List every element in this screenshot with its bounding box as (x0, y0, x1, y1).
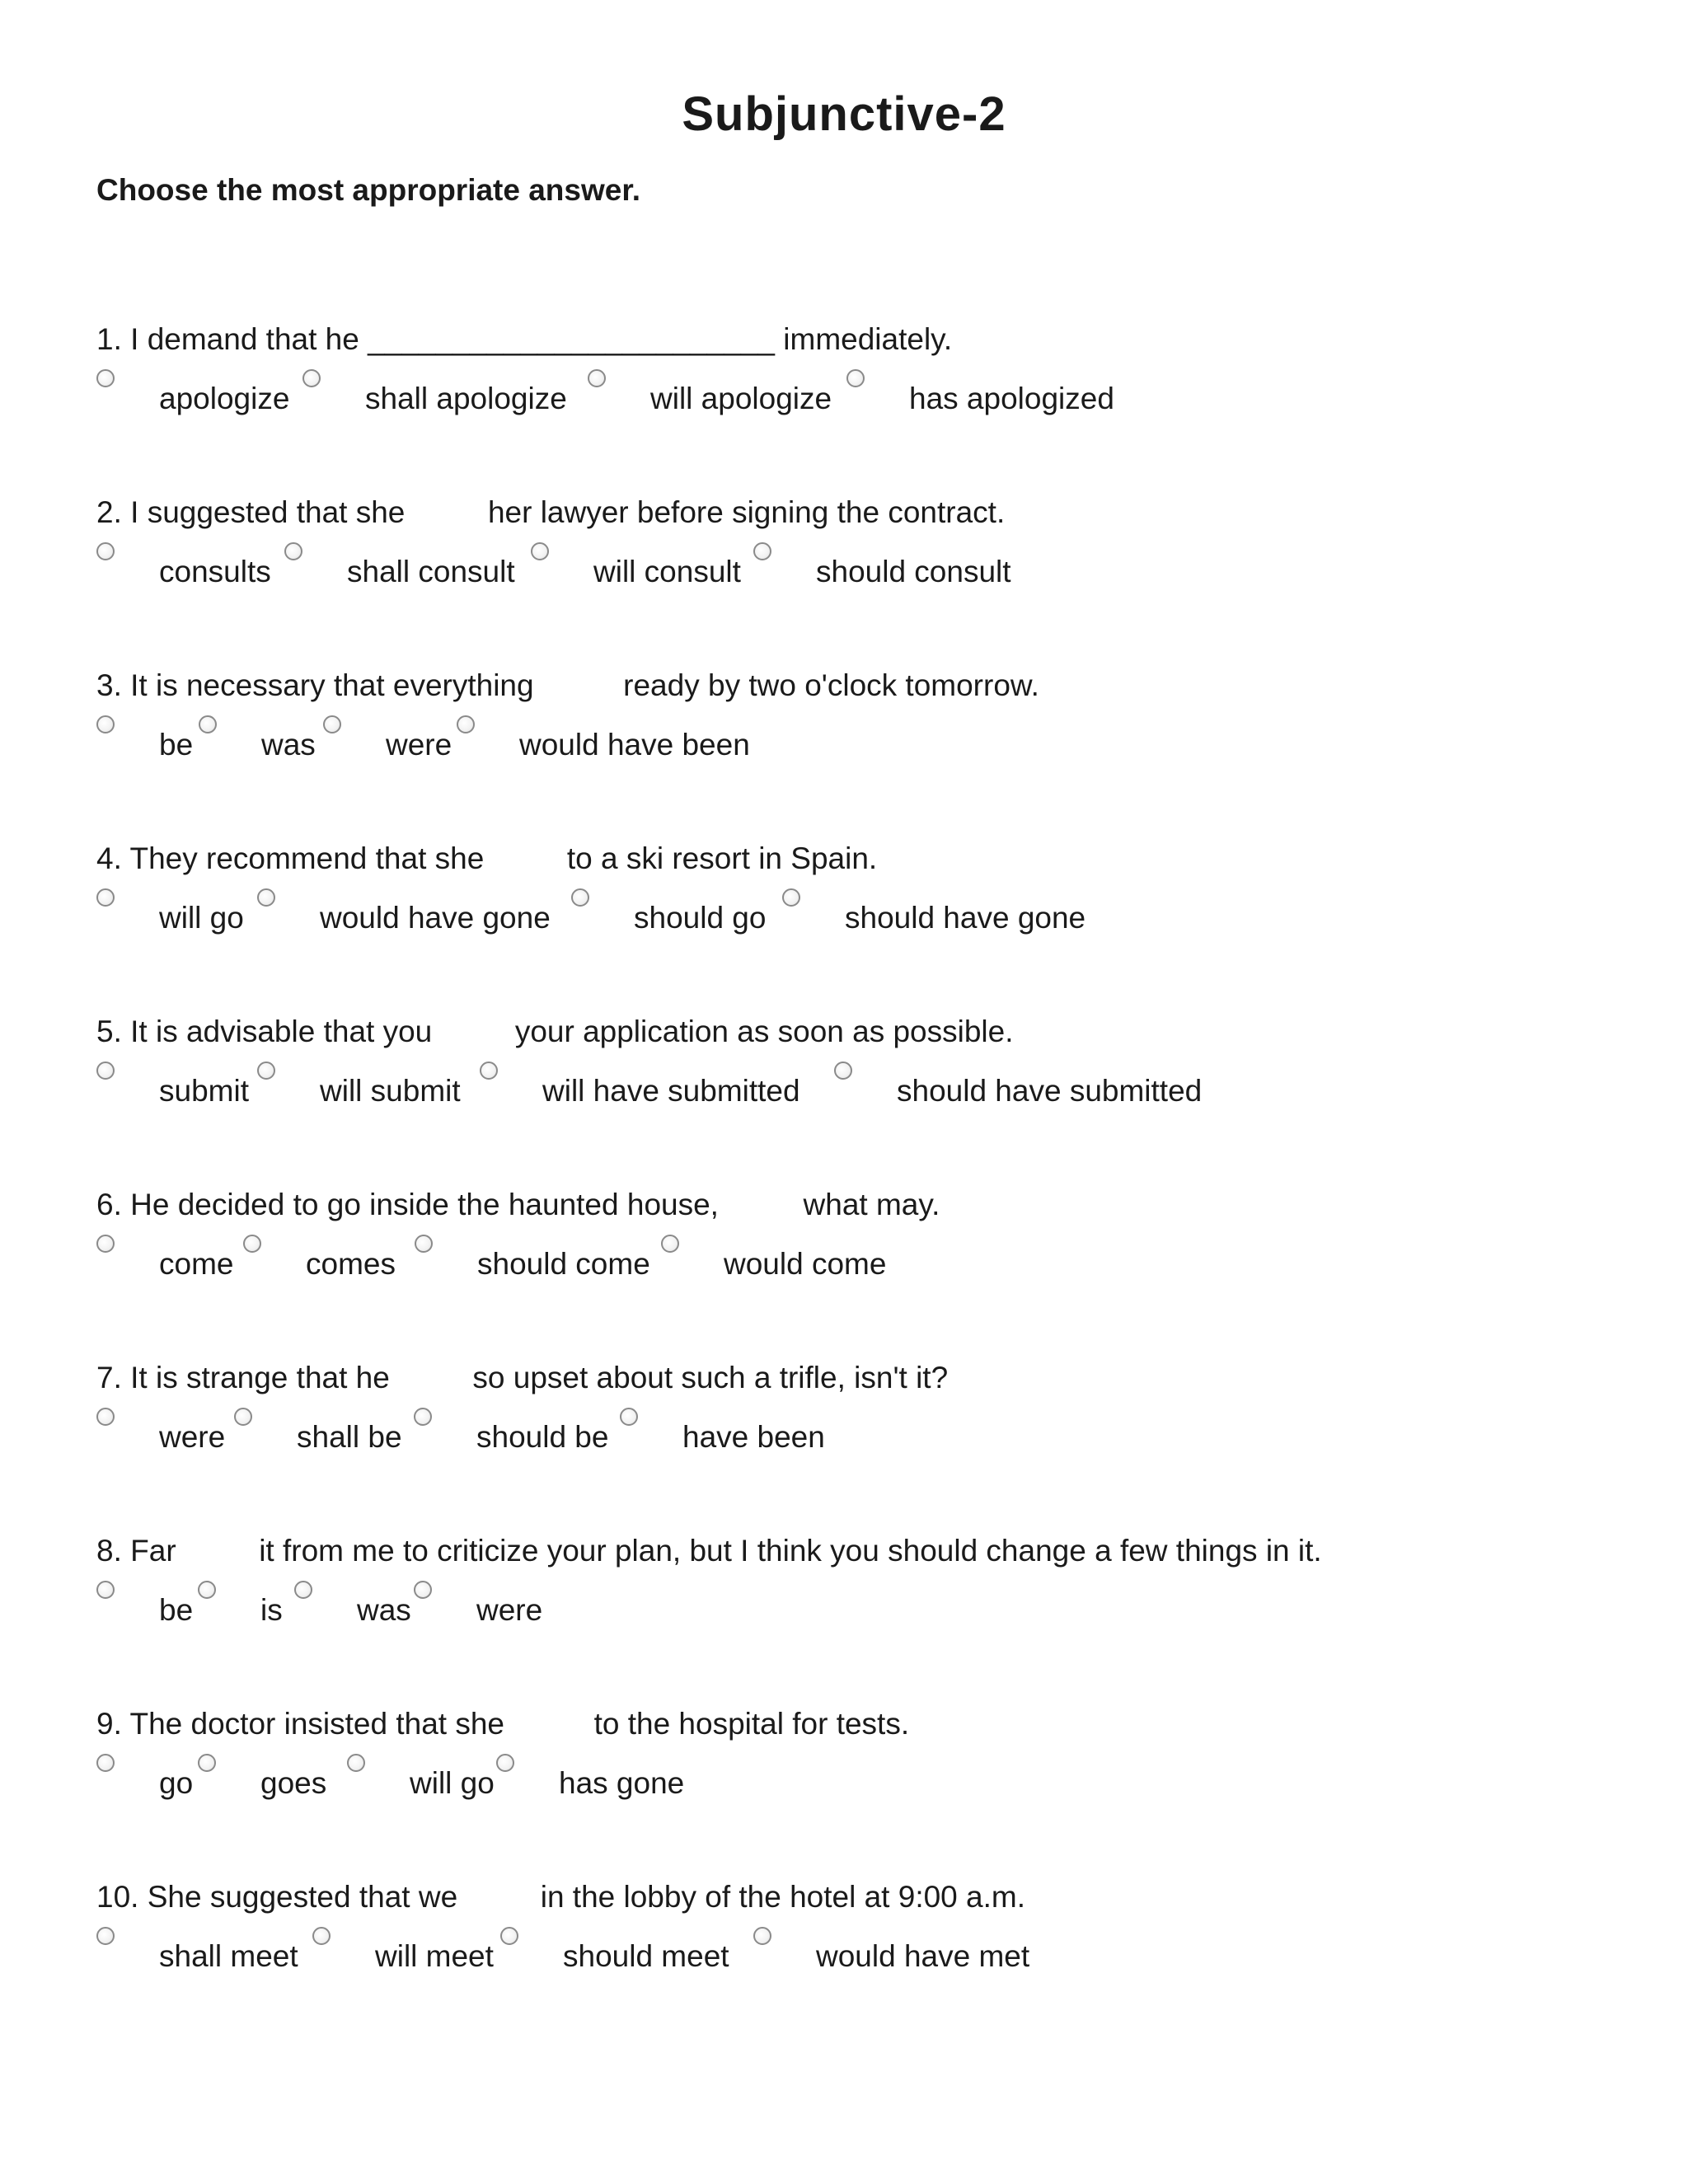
option-label: was (261, 728, 316, 762)
answer-options (96, 1050, 1646, 1116)
option-label: has gone (559, 1766, 685, 1800)
radio-button[interactable] (347, 1754, 365, 1772)
option-label: were (476, 1593, 543, 1627)
option-label: should meet (563, 1939, 729, 1973)
answer-options (96, 1569, 1646, 1635)
radio-button[interactable] (96, 1408, 115, 1426)
radio-button[interactable] (753, 1927, 771, 1945)
question-7 (96, 1360, 1646, 1462)
option-label: be (159, 1593, 194, 1627)
option-label: be (159, 728, 194, 762)
option-label: shall meet (159, 1939, 298, 1973)
question-text-after: ready by two o'clock tomorrow. (623, 668, 1039, 702)
option-label: will consult (593, 555, 741, 588)
question-text-before: 5. It is advisable that you (96, 1015, 433, 1048)
question-6 (96, 1187, 1646, 1289)
question-stem (96, 1014, 1646, 1050)
option-label: have been (682, 1420, 825, 1454)
option-label: shall apologize (365, 382, 567, 415)
question-1 (96, 321, 1646, 424)
option-label: will apologize (650, 382, 832, 415)
radio-button[interactable] (302, 369, 321, 387)
radio-button[interactable] (96, 715, 115, 733)
radio-button[interactable] (496, 1754, 514, 1772)
question-text-before: 6. He decided to go inside the haunted house, (96, 1188, 719, 1221)
radio-button[interactable] (284, 542, 302, 560)
question-text-after: to a ski resort in Spain. (566, 841, 878, 875)
radio-button[interactable] (661, 1235, 679, 1253)
question-stem (96, 1706, 1646, 1742)
radio-button[interactable] (415, 1235, 433, 1253)
option-label: goes (260, 1766, 327, 1800)
question-text-after: your application as soon as possible. (514, 1015, 1014, 1048)
option-label: would have gone (320, 901, 551, 935)
radio-button[interactable] (198, 1581, 216, 1599)
question-text-before: 1. I demand that he (96, 322, 359, 356)
option-label: submit (159, 1074, 249, 1108)
question-text-before: 3. It is necessary that everything (96, 668, 534, 702)
answer-options (96, 1915, 1646, 1981)
question-stem (96, 1187, 1646, 1223)
radio-button[interactable] (96, 1062, 115, 1080)
radio-button[interactable] (96, 369, 115, 387)
radio-button[interactable] (96, 1581, 115, 1599)
answer-blank: ________________________ (368, 322, 775, 356)
answer-options (96, 531, 1646, 597)
option-label: should have gone (845, 901, 1086, 935)
option-label: will have submitted (542, 1074, 800, 1108)
question-5 (96, 1014, 1646, 1116)
question-8 (96, 1533, 1646, 1635)
question-2 (96, 494, 1646, 597)
page-title: Subjunctive-2 (682, 87, 1006, 141)
radio-button[interactable] (414, 1581, 432, 1599)
option-label: will meet (375, 1939, 494, 1973)
option-label: go (159, 1766, 194, 1800)
question-stem (96, 494, 1646, 531)
question-stem (96, 841, 1646, 877)
radio-button[interactable] (312, 1927, 331, 1945)
option-label: consults (159, 555, 271, 588)
question-text-after: so upset about such a trifle, isn't it? (472, 1361, 949, 1394)
option-label: was (357, 1593, 411, 1627)
radio-button[interactable] (588, 369, 606, 387)
option-label: will go (159, 901, 244, 935)
option-label: apologize (159, 382, 290, 415)
option-label: will go (410, 1766, 495, 1800)
radio-button[interactable] (414, 1408, 432, 1426)
radio-button[interactable] (243, 1235, 261, 1253)
option-label: would have been (519, 728, 750, 762)
radio-button[interactable] (199, 715, 217, 733)
option-label: is (260, 1593, 283, 1627)
question-text-after: to the hospital for tests. (593, 1707, 910, 1741)
radio-button[interactable] (531, 542, 549, 560)
radio-button[interactable] (96, 542, 115, 560)
answer-options (96, 704, 1646, 770)
question-text-before: 10. She suggested that we (96, 1880, 458, 1914)
answer-options (96, 1396, 1646, 1462)
option-label: will submit (320, 1074, 461, 1108)
question-text-after: what may. (803, 1188, 940, 1221)
question-text-after: her lawyer before signing the contract. (487, 495, 1006, 529)
radio-button[interactable] (198, 1754, 216, 1772)
radio-button[interactable] (846, 369, 865, 387)
question-stem (96, 1879, 1646, 1915)
option-label: should consult (816, 555, 1011, 588)
question-text-before: 7. It is strange that he (96, 1361, 390, 1394)
question-text-before: 2. I suggested that she (96, 495, 406, 529)
question-text-before: 4. They recommend that she (96, 841, 485, 875)
option-label: shall consult (347, 555, 515, 588)
radio-button[interactable] (294, 1581, 312, 1599)
radio-button[interactable] (500, 1927, 518, 1945)
answer-options (96, 358, 1646, 424)
radio-button[interactable] (96, 1754, 115, 1772)
question-stem (96, 668, 1646, 704)
question-stem (96, 1533, 1646, 1569)
option-label: come (159, 1247, 234, 1281)
question-stem (96, 321, 1646, 358)
question-3 (96, 668, 1646, 770)
instruction-text: Choose the most appropriate answer. (96, 173, 640, 207)
question-text-before: 8. Far (96, 1534, 176, 1568)
radio-button[interactable] (257, 888, 275, 907)
radio-button[interactable] (323, 715, 341, 733)
question-stem (96, 1360, 1646, 1396)
answer-options (96, 1223, 1646, 1289)
radio-button[interactable] (96, 1235, 115, 1253)
radio-button[interactable] (782, 888, 800, 907)
answer-options (96, 877, 1646, 943)
question-text-after: it from me to criticize your plan, but I think you should change a few things in it. (259, 1534, 1322, 1568)
radio-button[interactable] (620, 1408, 638, 1426)
answer-options (96, 1742, 1646, 1808)
question-text-before: 9. The doctor insisted that she (96, 1707, 505, 1741)
option-label: has apologized (909, 382, 1114, 415)
option-label: shall be (297, 1420, 402, 1454)
option-label: would have met (816, 1939, 1030, 1973)
question-4 (96, 841, 1646, 943)
radio-button[interactable] (96, 1927, 115, 1945)
option-label: should be (476, 1420, 609, 1454)
question-text-after: immediately. (783, 322, 953, 356)
question-10 (96, 1879, 1646, 1981)
radio-button[interactable] (834, 1062, 852, 1080)
option-label: should have submitted (897, 1074, 1203, 1108)
option-label: should come (477, 1247, 650, 1281)
radio-button[interactable] (257, 1062, 275, 1080)
option-label: would come (724, 1247, 887, 1281)
question-9 (96, 1706, 1646, 1808)
radio-button[interactable] (457, 715, 475, 733)
radio-button[interactable] (480, 1062, 498, 1080)
option-label: were (386, 728, 452, 762)
radio-button[interactable] (571, 888, 589, 907)
radio-button[interactable] (753, 542, 771, 560)
option-label: were (159, 1420, 226, 1454)
option-label: comes (306, 1247, 396, 1281)
question-text-after: in the lobby of the hotel at 9:00 a.m. (540, 1880, 1025, 1914)
radio-button[interactable] (96, 888, 115, 907)
option-label: should go (634, 901, 767, 935)
radio-button[interactable] (234, 1408, 252, 1426)
